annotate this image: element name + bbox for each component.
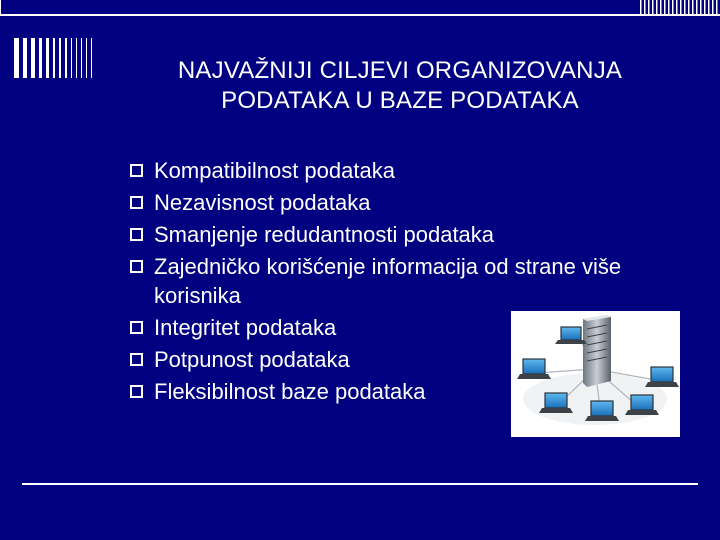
checkbox-bullet-icon xyxy=(130,196,143,209)
checkbox-bullet-icon xyxy=(130,385,143,398)
title-line-1: NAJVAŽNIJI CILJEVI ORGANIZOVANJA xyxy=(177,57,623,84)
title-line-2: PODATAKA U BAZE PODATAKA xyxy=(221,87,579,114)
database-network-icon xyxy=(511,311,680,437)
laptop-icon xyxy=(555,327,587,344)
checkbox-bullet-icon xyxy=(130,353,143,366)
checkbox-bullet-icon xyxy=(130,260,143,273)
bullet-item: Integritet podataka xyxy=(130,313,650,342)
checkbox-bullet-icon xyxy=(130,164,143,177)
bullet-item: Potpunost podataka xyxy=(130,345,650,374)
checkbox-bullet-icon xyxy=(130,228,143,241)
bullet-item: Kompatibilnost podataka xyxy=(130,156,650,185)
top-decoration-line xyxy=(0,0,720,24)
checkbox-bullet-icon xyxy=(130,321,143,334)
laptop-icon xyxy=(645,367,679,387)
server-icon xyxy=(583,315,611,387)
bottom-divider-line xyxy=(22,483,698,485)
bullet-item: Fleksibilnost baze podataka xyxy=(130,377,650,406)
slide-title xyxy=(130,56,670,116)
bullet-item: Nezavisnost podataka xyxy=(130,188,650,217)
laptop-icon xyxy=(517,359,551,379)
bullet-item: Smanjenje redudantnosti podataka xyxy=(130,220,650,249)
bullet-item: Zajedničko korišćenje informacija od strane više korisnika xyxy=(130,252,650,310)
